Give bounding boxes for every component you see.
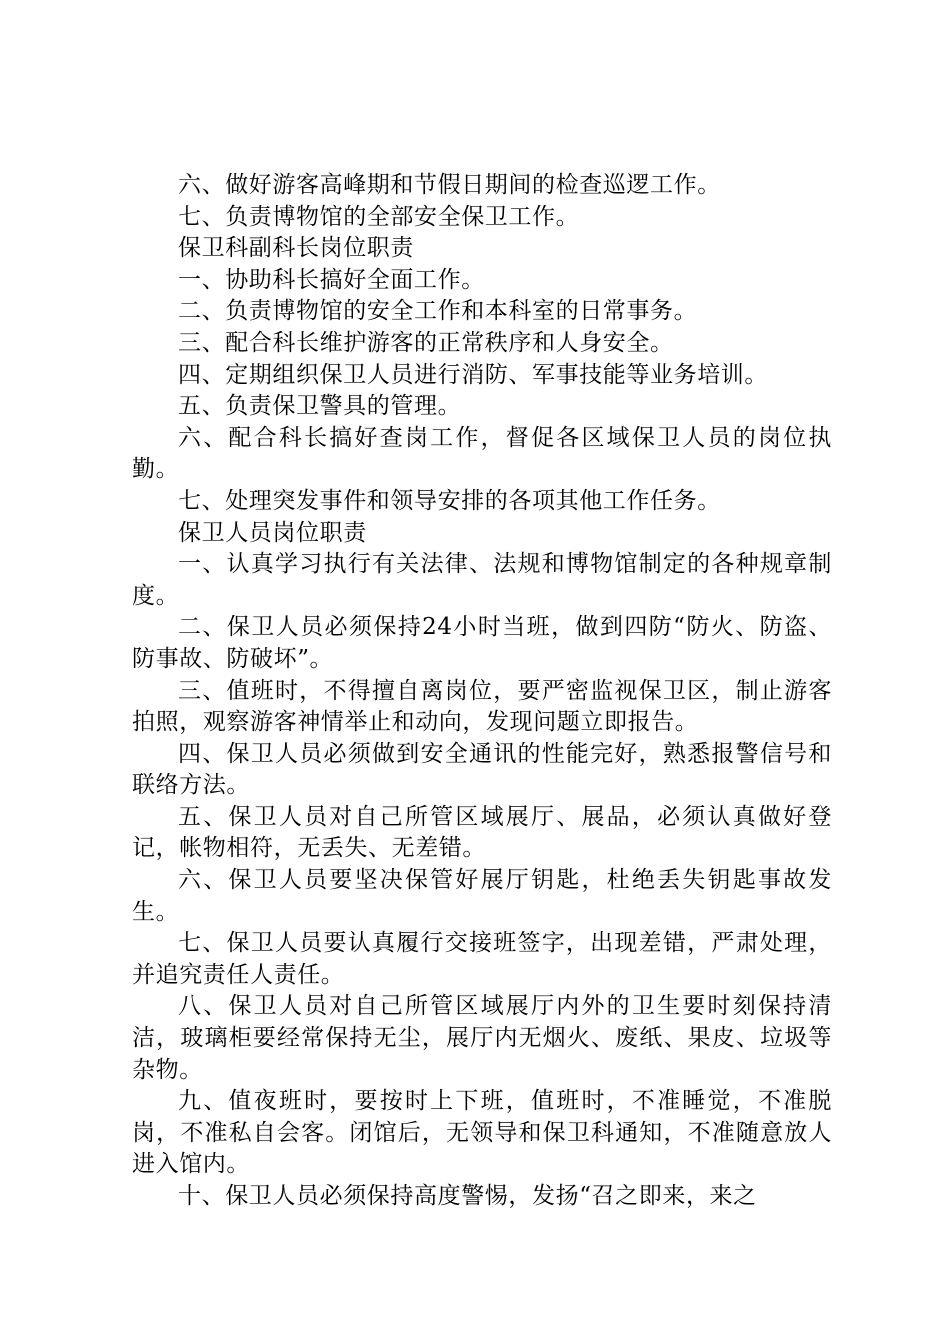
paragraph-guard-2: 二、保卫人员必须保持24小时当班，做到四防“防火、防盗、防事故、防破坏”。 [132,614,832,672]
paragraph-guard-7: 七、保卫人员要认真履行交接班签字，出现差错，严肃处理，并追究责任人责任。 [132,930,832,988]
paragraph-guard-10: 十、保卫人员必须保持高度警惕，发扬“召之即来，来之 [178,1183,757,1209]
paragraph-deputy-5: 五、负责保卫警具的管理。 [178,393,462,420]
paragraph-guard-4: 四、保卫人员必须做到安全通讯的性能完好，熟悉报警信号和联络方法。 [132,740,832,799]
paragraph-patrol-peak: 六、做好游客高峰期和节假日期间的检查巡逻工作。 [178,172,721,198]
section-heading-guard-staff: 保卫人员岗位职责 [178,519,367,546]
paragraph-guard-9: 九、值夜班时，要按时上下班，值班时，不准睡觉，不准脱岗，不准私自会客。闭馆后，无领导和保卫科通知，不准随意放人进入馆内。 [132,1088,832,1178]
paragraph-museum-security: 七、负责博物馆的全部安全保卫工作。 [178,203,580,230]
paragraph-deputy-4: 四、定期组织保卫人员进行消防、军事技能等业务培训。 [178,361,768,388]
paragraph-guard-3: 三、值班时，不得擅自离岗位，要严密监视保卫区，制止游客拍照，观察游客神情举止和动向，发现问题立即报告。 [132,677,832,736]
paragraph-deputy-7: 七、处理突发事件和领导安排的各项其他工作任务。 [178,487,721,514]
paragraph-deputy-6: 六、配合科长搞好查岗工作，督促各区域保卫人员的岗位执勤。 [132,424,832,483]
paragraph-guard-5: 五、保卫人员对自己所管区域展厅、展品，必须认真做好登记，帐物相符，无丢失、无差错。 [132,803,832,862]
document-body [132,170,832,1213]
paragraph-guard-1: 一、认真学习执行有关法律、法规和博物馆制定的各种规章制度。 [132,551,832,609]
paragraph-deputy-2: 二、负责博物馆的安全工作和本科室的日常事务。 [178,298,698,325]
section-heading-deputy-chief: 保卫科副科长岗位职责 [178,235,414,262]
paragraph-guard-6: 六、保卫人员要坚决保管好展厅钥匙，杜绝丢失钥匙事故发生。 [132,867,832,925]
paragraph-deputy-1: 一、协助科长搞好全面工作。 [178,266,485,293]
paragraph-guard-8: 八、保卫人员对自己所管区域展厅内外的卫生要时刻保持清洁，玻璃柜要经常保持无尘，展厅内无烟火、废纸、果皮、垃圾等杂物。 [132,993,832,1083]
paragraph-deputy-3: 三、配合科长维护游客的正常秩序和人身安全。 [178,329,674,356]
